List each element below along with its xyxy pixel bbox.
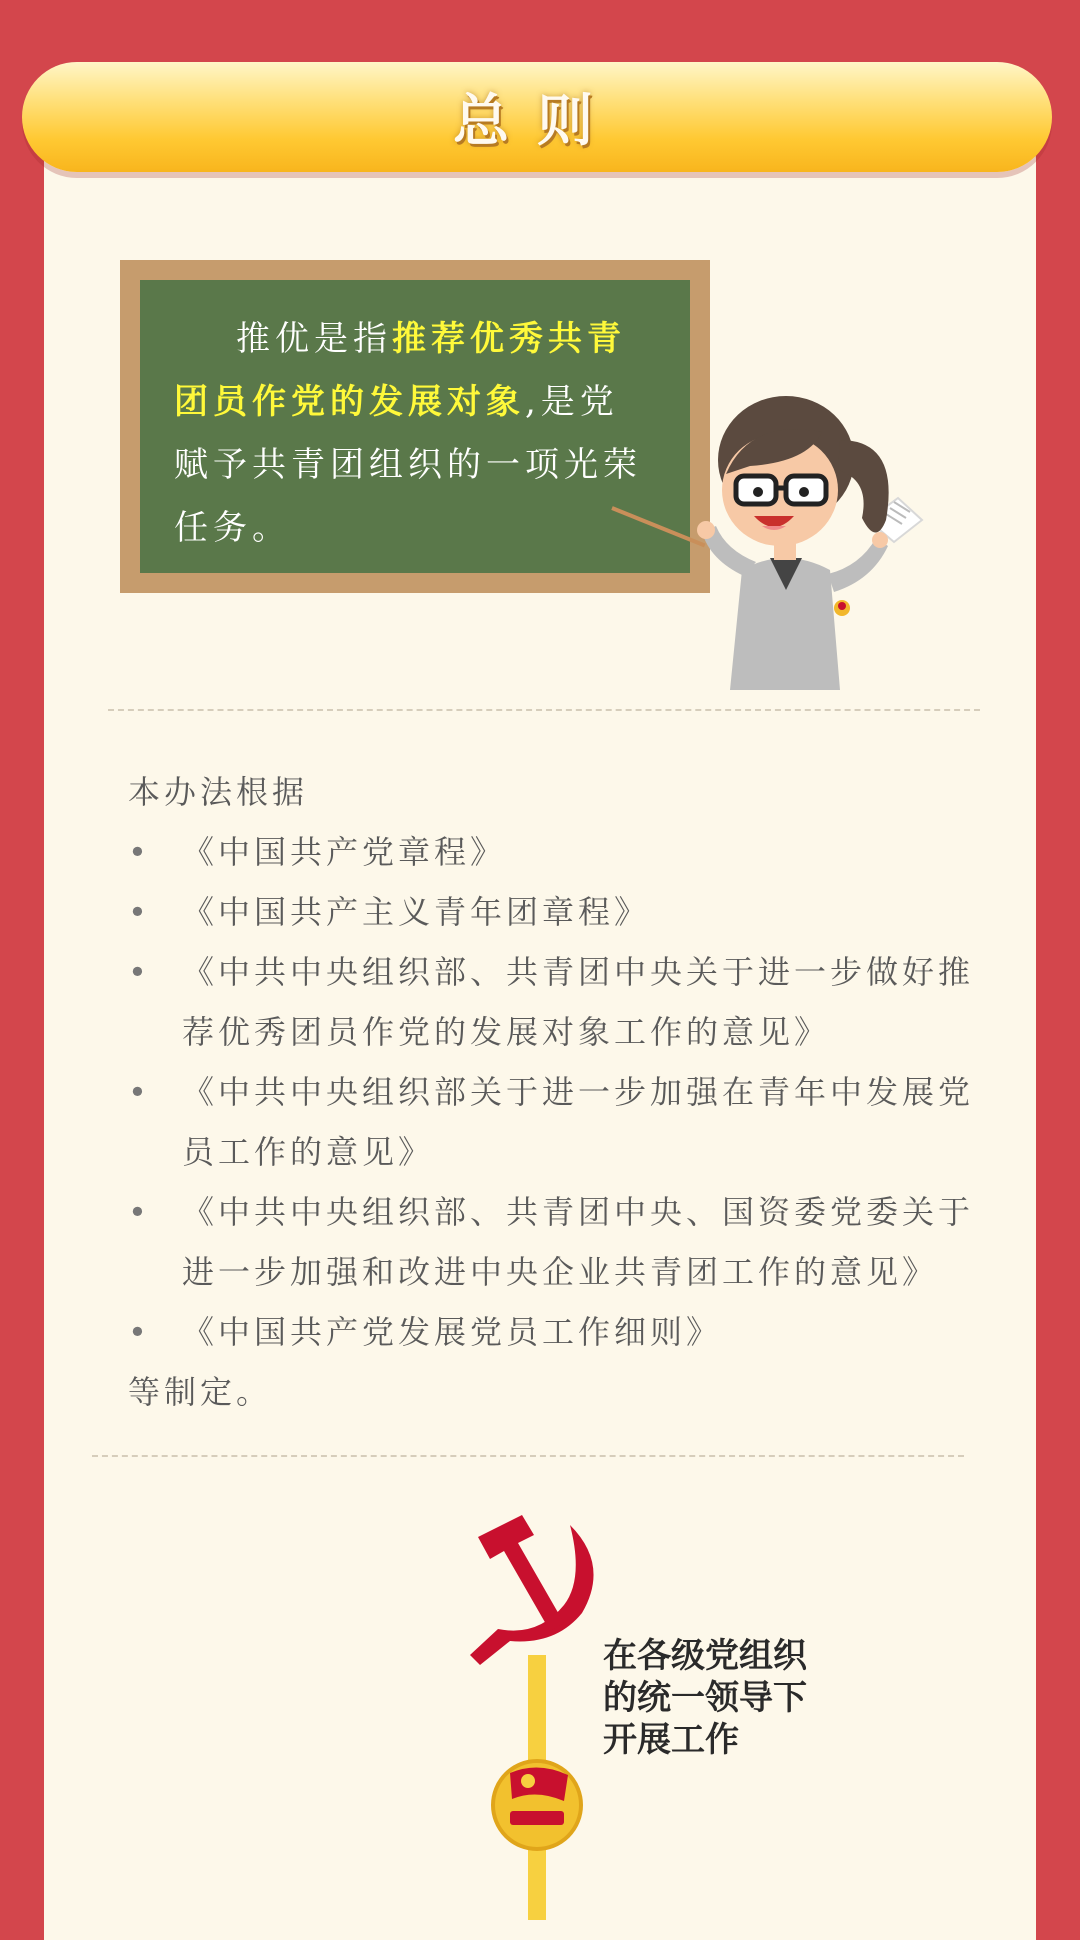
section-divider <box>108 709 980 711</box>
party-flag-pole-illustration <box>460 1505 610 1920</box>
leadership-line: 的统一领导下 <box>603 1678 807 1718</box>
chalkboard <box>120 260 710 593</box>
title-banner <box>22 62 1052 172</box>
hammer-sickle-icon <box>470 1515 594 1665</box>
board-text-pre: 推优是指 <box>236 319 392 359</box>
basis-list <box>128 822 998 1362</box>
list-item: • 《中共中央组织部、共青团中央关于进一步做好推荐优秀团员作党的发展对象工作的意见》 <box>128 953 975 1051</box>
basis-intro: 本办法根据 <box>128 773 309 811</box>
list-item: • 《中共中央组织部、共青团中央、国资委党委关于进一步加强和改进中央企业共青团工作的意见》 <box>128 1193 975 1291</box>
basis-section <box>128 762 998 1422</box>
list-item: • 《中国共产党章程》 <box>128 833 507 871</box>
leadership-line: 在各级党组织 <box>603 1636 807 1676</box>
board-text-highlight: 推荐优秀共青团员作党的发展对象 <box>174 319 626 422</box>
teacher-illustration <box>690 370 1010 690</box>
list-item: • 《中国共产党发展党员工作细则》 <box>128 1313 723 1351</box>
section-divider <box>92 1455 964 1457</box>
page-title: 总则 <box>453 88 621 154</box>
list-item: • 《中国共产主义青年团章程》 <box>128 893 651 931</box>
leadership-line: 开展工作 <box>603 1720 739 1760</box>
list-item: • 《中共中央组织部关于进一步加强在青年中发展党员工作的意见》 <box>128 1073 975 1171</box>
youth-league-badge-icon <box>493 1761 581 1849</box>
leadership-text <box>603 1635 807 1761</box>
board-text-post: ,是党赋予共青团组织的一项光荣任务。 <box>174 382 642 548</box>
chalkboard-text <box>140 280 690 573</box>
basis-outro: 等制定。 <box>128 1373 273 1411</box>
